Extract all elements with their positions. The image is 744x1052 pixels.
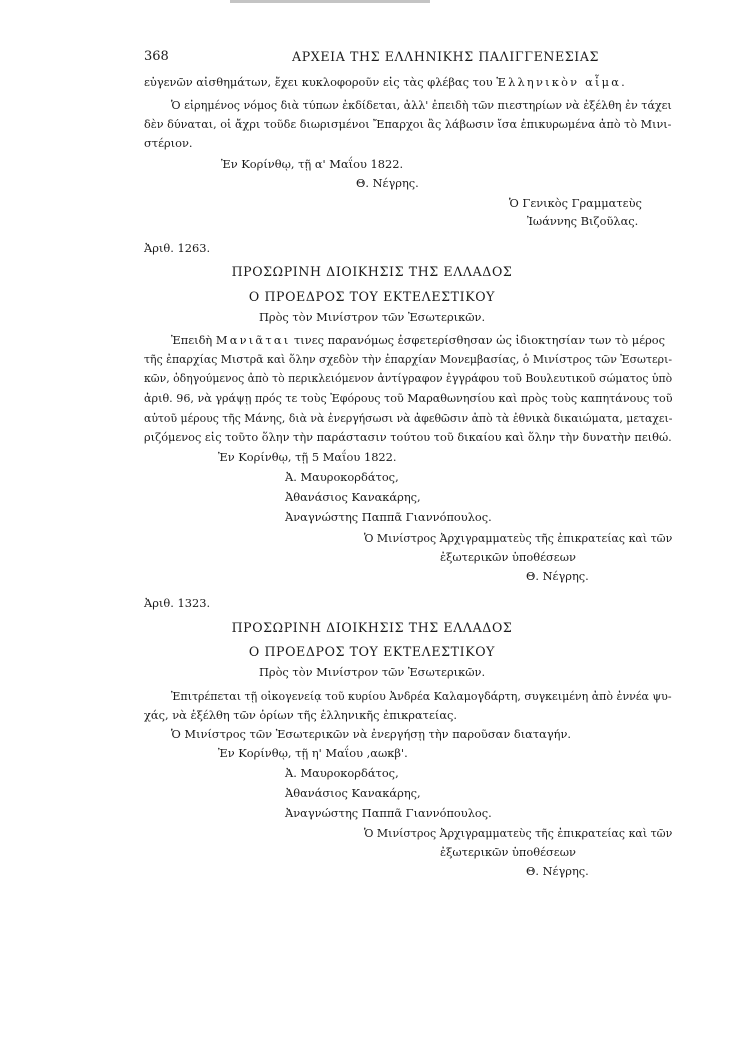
doc1-signer: Θ. Νέγρης. <box>356 176 419 190</box>
doc1-line-2: Ὁ εἰρημένος νόμος διὰ τύπων ἐκδίδεται, ἀλλ' ἐπειδὴ τῶν πιεστηρίων νὰ ἐξέλθη ἐν τάχει <box>171 98 672 112</box>
doc2-date: Ἐν Κορίνθῳ, τῇ 5 Μαΐου 1822. <box>218 450 397 464</box>
doc3-heading-1: ΠΡΟΣΩΡΙΝΗ ΔΙΟΙΚΗΣΙΣ ΤΗΣ ΕΛΛΑΔΟΣ <box>231 620 513 635</box>
doc1-line-1-text: εὐγενῶν αἰσθημάτων, ἔχει κυκλοφοροῦν εἰς τὰς φλέβας του <box>144 75 497 89</box>
doc2-secretary-3: Θ. Νέγρης. <box>526 569 589 583</box>
doc1-line-1 <box>144 75 627 89</box>
doc2-signature-3: Ἀναγνώστης Παππᾶ Γιαννόπουλος. <box>285 510 492 524</box>
doc2-body-4: ἀριθ. 96, νὰ γράψῃ πρός τε τοὺς Ἐφόρους τοῦ Μαραθωνησίου καὶ πρὸς τοὺς καπητάνους τοῦ <box>144 391 673 405</box>
doc1-secretary-title: Ὁ Γενικὸς Γραμματεὺς <box>509 196 642 210</box>
doc3-signature-1: Ἀ. Μαυροκορδάτος, <box>285 766 399 780</box>
doc3-heading-2: Ο ΠΡΟΕΔΡΟΣ ΤΟΥ ΕΚΤΕΛΕΣΤΙΚΟΥ <box>248 644 496 659</box>
doc2-body-6: ριζόμενος εἰς τοῦτο ὅλην τὴν παράστασιν τούτου τοῦ δικαίου καὶ ὅλην τὴν δυνατὴν πειθώ. <box>144 430 672 444</box>
doc2-heading-1: ΠΡΟΣΩΡΙΝΗ ΔΙΟΙΚΗΣΙΣ ΤΗΣ ΕΛΛΑΔΟΣ <box>231 264 513 279</box>
doc3-body-2: χάς, νὰ ἐξέλθη τῶν ὁρίων τῆς ἑλληνικῆς ἐπικρατείας. <box>144 708 458 722</box>
doc2-body-1 <box>171 333 665 347</box>
scan-edge-mark <box>230 0 430 3</box>
doc2-body-1c: τινες παρανόμως ἐσφετερίσθησαν ὡς ἰδιοκτησίαν των τὸ μέρος <box>290 333 666 347</box>
doc2-number: Ἀριθ. 1263. <box>144 241 211 255</box>
doc2-signature-1: Ἀ. Μαυροκορδάτος, <box>285 470 399 484</box>
doc1-secretary-name: Ἰωάννης Βιζοῦλας. <box>527 214 639 228</box>
doc3-body-1: Ἐπιτρέπεται τῇ οἰκογενείᾳ τοῦ κυρίου Ἀνδρέα Καλαμογδάρτη, συγκειμένη ἀπὸ ἐννέα ψυ- <box>171 689 672 703</box>
doc3-signature-2: Ἀθανάσιος Κανακάρης, <box>285 786 421 800</box>
doc3-signature-3: Ἀναγνώστης Παππᾶ Γιαννόπουλος. <box>285 806 492 820</box>
doc3-secretary-1: Ὁ Μινίστρος Ἀρχιγραμματεὺς τῆς ἐπικρατείας καὶ τῶν <box>364 826 673 840</box>
doc2-signature-2: Ἀθανάσιος Κανακάρης, <box>285 490 421 504</box>
doc1-line-1-spaced: Ἑλληνικὸν αἷμα. <box>496 75 627 89</box>
doc3-body-3: Ὁ Μινίστρος τῶν Ἐσωτερικῶν νὰ ἐνεργήσῃ τὴν παροῦσαν διαταγήν. <box>171 727 572 741</box>
doc2-body-2: τῆς ἐπαρχίας Μιστρᾶ καὶ ὅλην σχεδὸν τὴν ἐπαρχίαν Μονεμβασίας, ὁ Μινίστρος τῶν Ἐσωτερι- <box>144 352 673 366</box>
doc2-heading-2: Ο ΠΡΟΕΔΡΟΣ ΤΟΥ ΕΚΤΕΛΕΣΤΙΚΟΥ <box>248 289 496 304</box>
doc3-secretary-3: Θ. Νέγρης. <box>526 864 589 878</box>
doc2-body-1b-spaced: Μανιᾶται <box>215 333 291 347</box>
doc3-secretary-2: ἐξωτερικῶν ὑποθέσεων <box>440 845 576 859</box>
doc3-number: Ἀριθ. 1323. <box>144 596 211 610</box>
running-title: ΑΡΧΕΙΑ ΤΗΣ ΕΛΛΗΝΙΚΗΣ ΠΑΛΙΓΓΕΝΕΣΙΑΣ <box>292 49 600 64</box>
doc2-body-1a: Ἐπειδὴ <box>171 333 216 347</box>
doc2-addressee: Πρὸς τὸν Μινίστρον τῶν Ἐσωτερικῶν. <box>258 310 486 324</box>
doc2-body-3: κῶν, ὁδηγούμενος ἀπὸ τὸ περικλειόμενον ἀντίγραφον ἐγγράφου τοῦ Βουλευτικοῦ σώματος ὑπὸ <box>144 371 673 385</box>
doc3-date: Ἐν Κορίνθῳ, τῇ η' Μαΐου ,αωκβ'. <box>218 746 408 760</box>
doc2-secretary-2: ἐξωτερικῶν ὑποθέσεων <box>440 550 576 564</box>
doc2-secretary-1: Ὁ Μινίστρος Ἀρχιγραμματεὺς τῆς ἐπικρατείας καὶ τῶν <box>364 531 673 545</box>
page-number: 368 <box>144 49 169 64</box>
doc1-line-3: δὲν δύναται, οἱ ἄχρι τοῦδε διωρισμένοι Ἔπαρχοι ἂς λάβωσιν ἴσα ἐπικυρωμένα ἀπὸ τὸ Μινι- <box>144 117 672 131</box>
doc3-addressee: Πρὸς τὸν Μινίστρον τῶν Ἐσωτερικῶν. <box>258 665 486 679</box>
doc2-body-5: αὐτοῦ μέρους τῆς Μάνης, διὰ νὰ ἐνεργήσωσι νὰ ἀφεθῶσιν ἀπὸ τὰ ἐθνικὰ δικαιώματα, μεταχει- <box>144 411 673 425</box>
doc1-line-4: στέριον. <box>144 136 193 150</box>
doc1-date: Ἐν Κορίνθῳ, τῇ α' Μαΐου 1822. <box>221 157 404 171</box>
